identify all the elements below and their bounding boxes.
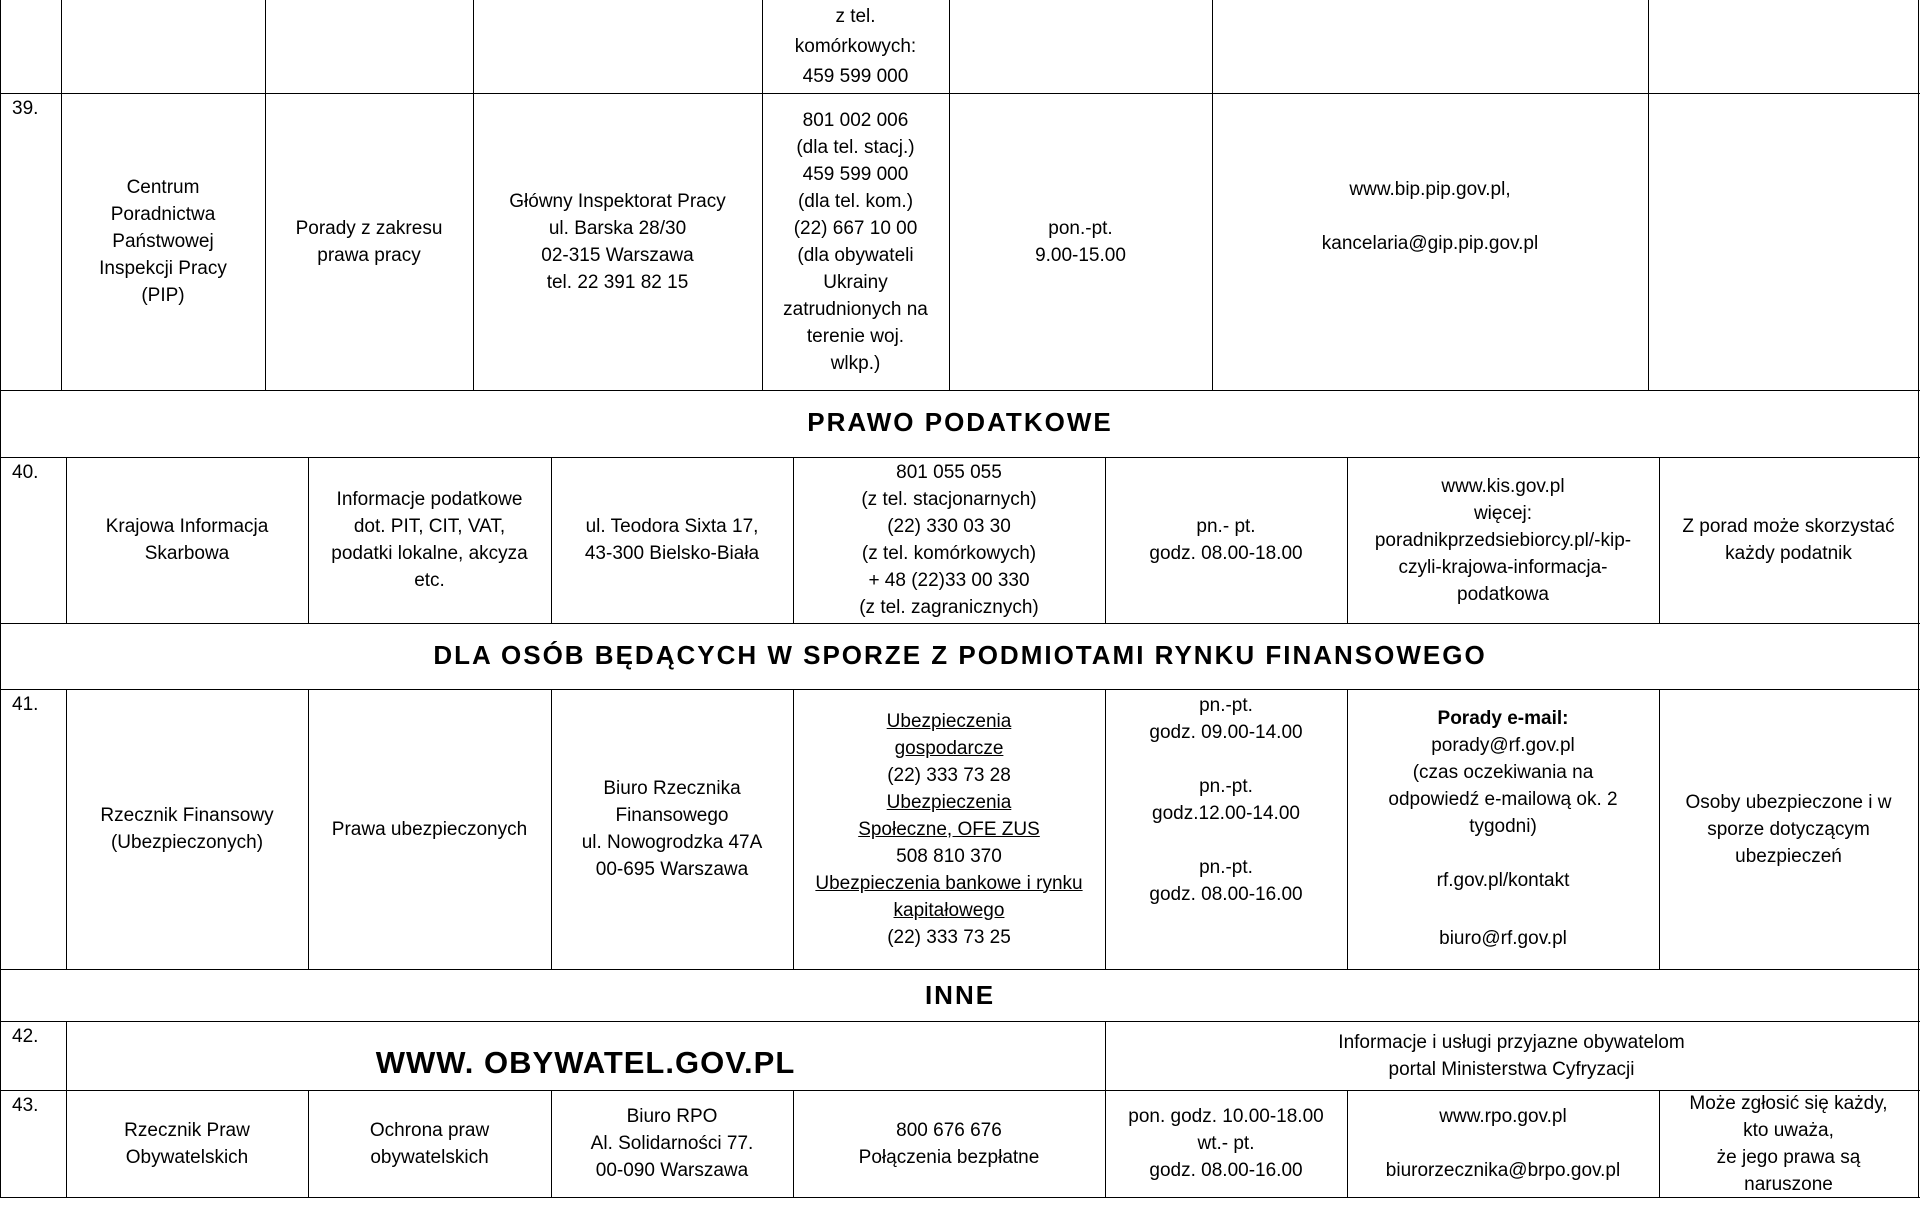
name-line: Skarbowa <box>144 543 230 564</box>
eligibility-line: że jego prawa są <box>1716 1146 1861 1168</box>
eligibility-line: Może zgłosić się każdy, <box>1689 1092 1888 1114</box>
eligibility-line: Z porad może skorzystać <box>1682 516 1895 537</box>
insurance-category: gospodarcze <box>894 737 1004 759</box>
address-line: Finansowego <box>615 805 729 826</box>
scope-line: dot. PIT, CIT, VAT, <box>353 516 506 537</box>
www-line: odpowiedź e-mailową ok. 2 <box>1388 789 1618 810</box>
phone-line: z tel. <box>835 5 876 27</box>
name-line: Obywatelskich <box>125 1146 249 1168</box>
phone-line: (22) 667 10 00 <box>793 217 918 239</box>
hours-cell <box>1105 689 1347 969</box>
phone-cell <box>793 457 1105 623</box>
website-link[interactable]: WWW. OBYWATEL.GOV.PL <box>375 1045 796 1080</box>
website-link[interactable]: rf.gov.pl/kontakt <box>1436 870 1570 891</box>
scope-cell <box>308 1090 551 1197</box>
phone-line: Ukrainy <box>823 271 888 293</box>
section-heading-tax: PRAWO PODATKOWE <box>807 407 1113 437</box>
row-divider <box>0 623 1920 624</box>
www-cell <box>1347 1090 1659 1197</box>
hours-line: pon.-pt. <box>1048 217 1113 239</box>
portal-description <box>1105 1021 1918 1090</box>
hours-line: wt.- pt. <box>1197 1133 1255 1154</box>
eligibility-line: naruszone <box>1744 1173 1833 1195</box>
www-line: więcej: <box>1473 502 1533 524</box>
phone-line: (22) 333 73 28 <box>887 764 1011 786</box>
phone-line: zatrudnionych na <box>783 298 928 320</box>
eligibility-line: każdy podatnik <box>1725 543 1852 564</box>
address-line: Główny Inspektorat Pracy <box>509 190 726 212</box>
name-line: Państwowej <box>112 231 214 252</box>
institution-name <box>61 93 265 390</box>
phone-line: Połączenia bezpłatne <box>858 1146 1040 1168</box>
row-divider <box>0 1197 1920 1198</box>
phone-cell <box>762 93 949 390</box>
hours-line: godz. 08.00-16.00 <box>1149 884 1303 905</box>
scope-line: Prawa ubezpieczonych <box>331 818 528 840</box>
address-line: 00-695 Warszawa <box>595 859 749 880</box>
name-line: Rzecznik Praw <box>124 1119 250 1141</box>
eligibility-cell <box>1659 1090 1918 1197</box>
scope-line: Porady z zakresu <box>295 217 443 239</box>
section-heading-finance: DLA OSÓB BĘDĄCYCH W SPORZE Z PODMIOTAMI RYNKU FINANSOWEGO <box>433 640 1487 670</box>
address-line: Al. Solidarności 77. <box>590 1133 754 1154</box>
name-line: Krajowa Informacja <box>105 516 269 537</box>
hours-line: pon. godz. 10.00-18.00 <box>1128 1106 1324 1127</box>
www-line: czyli-krajowa-informacja- <box>1398 556 1608 578</box>
row-number: 39. <box>12 98 39 119</box>
row-number: 43. <box>12 1095 39 1116</box>
address-line: tel. 22 391 82 15 <box>546 271 689 293</box>
www-cell <box>1347 689 1659 969</box>
address-line: Biuro RPO <box>626 1106 718 1127</box>
row-number: 42. <box>12 1026 39 1047</box>
phone-line: 459 599 000 <box>802 163 909 185</box>
website-link[interactable]: poradnikprzedsiebiorcy.pl/-kip- <box>1374 529 1632 551</box>
phone-line: (dla obywateli <box>797 244 914 266</box>
address-cell <box>551 457 793 623</box>
phone-line: 801 002 006 <box>802 109 909 131</box>
email-advice-label: Porady e-mail: <box>1437 708 1569 729</box>
www-cell <box>1212 93 1648 339</box>
hours-line: pn.-pt. <box>1199 695 1253 716</box>
hours-line: pn.-pt. <box>1199 776 1253 797</box>
www-line: podatkowa <box>1457 583 1549 605</box>
eligibility-line: kto uważa, <box>1743 1119 1834 1141</box>
address-line: ul. Nowogrodzka 47A <box>581 832 763 853</box>
phone-line: 459 599 000 <box>802 65 909 87</box>
eligibility-line: sporze dotyczącym <box>1707 818 1870 840</box>
address-line: ul. Barska 28/30 <box>548 217 687 239</box>
www-cell <box>1347 457 1659 623</box>
www-line: tygodni) <box>1469 816 1537 837</box>
name-line: Rzecznik Finansowy <box>100 805 274 826</box>
institution-name <box>66 689 308 969</box>
hours-cell <box>1105 457 1347 623</box>
scope-line: obywatelskich <box>370 1146 489 1168</box>
name-line: (Ubezpieczonych) <box>110 832 264 853</box>
scope-line: prawa pracy <box>317 244 421 266</box>
institution-name <box>66 457 308 623</box>
website-link[interactable]: www.bip.pip.gov.pl, <box>1349 178 1511 200</box>
address-line: 02-315 Warszawa <box>541 244 694 266</box>
insurance-category: Społeczne, OFE ZUS <box>858 818 1040 840</box>
email-link[interactable]: biuro@rf.gov.pl <box>1439 928 1567 949</box>
address-cell <box>551 689 793 969</box>
row-number: 41. <box>12 694 39 715</box>
phone-line: + 48 (22)33 00 330 <box>868 570 1030 591</box>
insurance-category: Ubezpieczenia <box>886 791 1012 813</box>
scope-cell <box>265 93 473 390</box>
name-line: Inspekcji Pracy <box>99 258 227 279</box>
portal-site-cell <box>66 1021 1105 1090</box>
hours-line: godz. 08.00-16.00 <box>1149 1160 1303 1181</box>
scope-cell <box>308 457 551 623</box>
phone-line: (z tel. zagranicznych) <box>859 597 1039 618</box>
website-link[interactable]: www.rpo.gov.pl <box>1439 1106 1567 1127</box>
scope-line: Ochrona praw <box>369 1119 490 1141</box>
eligibility-line: Osoby ubezpieczone i w <box>1685 791 1892 813</box>
phone-line: 801 055 055 <box>896 462 1002 483</box>
name-line: (PIP) <box>141 285 185 306</box>
hours-cell <box>949 93 1212 390</box>
www-line: (czas oczekiwania na <box>1412 762 1594 783</box>
section-heading-other: INNE <box>924 980 996 1010</box>
row-number: 40. <box>12 462 39 483</box>
row-divider <box>0 969 1920 970</box>
address-line: 00-090 Warszawa <box>595 1160 749 1181</box>
phone-line: (z tel. stacjonarnych) <box>861 489 1037 510</box>
address-line: Biuro Rzecznika <box>603 778 741 799</box>
phone-line: terenie woj. <box>806 325 905 347</box>
table-border-right <box>1918 0 1919 1198</box>
row-divider <box>0 390 1920 391</box>
scope-line: etc. <box>414 570 445 591</box>
website-link[interactable]: www.kis.gov.pl <box>1441 475 1565 497</box>
hours-line: pn.- pt. <box>1196 516 1256 537</box>
scope-line: podatki lokalne, akcyza <box>331 543 528 564</box>
hours-line: godz. 08.00-18.00 <box>1149 543 1303 564</box>
hours-line: 9.00-15.00 <box>1035 244 1126 266</box>
phone-cell <box>793 689 1105 969</box>
address-cell <box>551 1090 793 1197</box>
column-divider <box>1648 0 1649 390</box>
name-line: Centrum <box>126 177 200 198</box>
hours-cell <box>1105 1090 1347 1197</box>
address-line: ul. Teodora Sixta 17, <box>585 516 759 537</box>
eligibility-cell <box>1659 457 1918 623</box>
phone-line: 800 676 676 <box>896 1119 1002 1141</box>
insurance-category: Ubezpieczenia <box>886 710 1012 732</box>
phone-line: (22) 330 03 30 <box>887 516 1011 537</box>
name-line: Poradnictwa <box>110 204 216 225</box>
insurance-category: kapitałowego <box>893 899 1005 921</box>
description-line: portal Ministerstwa Cyfryzacji <box>1388 1058 1635 1080</box>
phone-cell <box>793 1090 1105 1197</box>
institution-name <box>66 1090 308 1197</box>
email-link[interactable]: biurorzecznika@brpo.gov.pl <box>1385 1160 1621 1181</box>
address-line: 43-300 Bielsko-Biała <box>584 543 760 564</box>
hours-line: pn.-pt. <box>1199 857 1253 878</box>
phone-line: wlkp.) <box>830 352 881 374</box>
scope-line: Informacje podatkowe <box>336 489 523 510</box>
email-link[interactable]: porady@rf.gov.pl <box>1431 735 1575 756</box>
description-line: Informacje i usługi przyjazne obywatelom <box>1338 1031 1685 1053</box>
phone-line: (z tel. komórkowych) <box>861 543 1037 564</box>
hours-line: godz.12.00-14.00 <box>1152 803 1300 824</box>
phone-line: (dla tel. stacj.) <box>796 136 915 158</box>
phone-line: (dla tel. kom.) <box>797 190 914 212</box>
phone-line: 508 810 370 <box>896 845 1002 867</box>
hours-line: godz. 09.00-14.00 <box>1149 722 1303 743</box>
phone-line: (22) 333 73 25 <box>887 926 1011 948</box>
table-border-left <box>0 0 1 1198</box>
email-link[interactable]: kancelaria@gip.pip.gov.pl <box>1321 232 1539 254</box>
phone-cell <box>762 0 949 93</box>
eligibility-cell <box>1659 689 1918 969</box>
address-cell <box>473 93 762 390</box>
eligibility-line: ubezpieczeń <box>1735 845 1842 867</box>
insurance-category: Ubezpieczenia bankowe i rynku <box>815 872 1083 894</box>
scope-cell <box>308 689 551 969</box>
phone-line: komórkowych: <box>794 35 917 57</box>
